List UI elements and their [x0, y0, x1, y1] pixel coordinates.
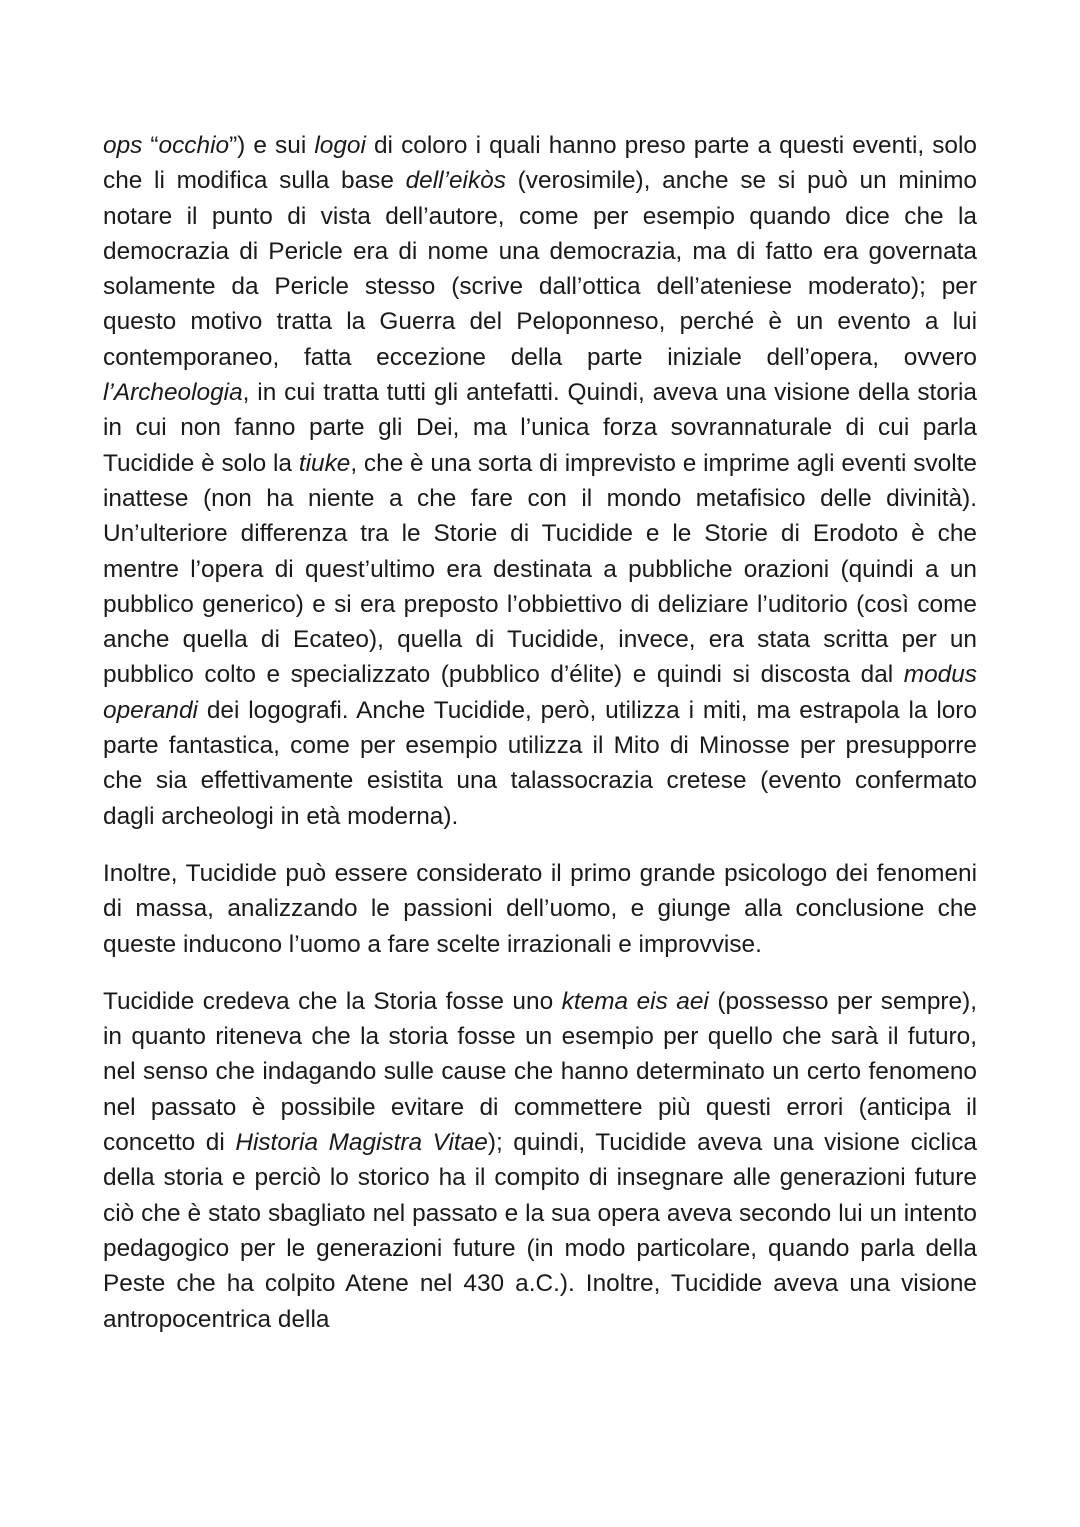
text-run: “ [142, 132, 159, 159]
italic-text: logoi [314, 132, 366, 159]
italic-text: Historia Magistra Vitae [235, 1129, 488, 1157]
italic-text: modus operandi [103, 661, 977, 724]
italic-text: dell’eikòs [405, 167, 506, 195]
paragraph-2 [103, 856, 977, 962]
document-page [103, 128, 977, 1337]
italic-text: l’Archeologia [103, 379, 243, 407]
italic-text: occhio [158, 132, 230, 159]
text-run: di coloro i quali hanno preso parte a questi eventi, solo che li modifica sulla base [103, 132, 977, 195]
text-run: ”) e sui [229, 132, 315, 159]
paragraph-3 [103, 984, 977, 1337]
paragraph-1 [103, 128, 977, 834]
text-run: (verosimile), anche se si può un minimo notare il punto di vista dell’autore, come per esempio quando dice che la democrazia di Pericle era di nome una democrazia, ma di fatto era governata solamente da Pericle stesso (scrive dall’ottica dell’ateniese moderato); per questo motivo tratta la Guerra del Peloponneso, perché è un evento a lui contemporaneo, fatta eccezione della parte iniziale dell’opera, ovvero [103, 167, 977, 371]
text-run: , in cui tratta tutti gli antefatti. Quindi, aveva una visione della storia in cui non fanno parte gli Dei, ma l’unica forza sovrannaturale di cui parla Tucidide è solo la [103, 379, 977, 477]
text-run: ); quindi, Tucidide aveva una visione ciclica della storia e perciò lo storico ha il compito di insegnare alle generazioni future ciò che è stato sbagliato nel passato e la sua opera aveva secondo lui un intento pedagogico per le generazioni future (in modo particolare, quando parla della Peste che ha colpito Atene nel 430 a.C.). Inoltre, Tucidide aveva una visione antropocentrica della [103, 1129, 977, 1333]
text-run: , che è una sorta di imprevisto e imprime agli eventi svolte inattese (non ha niente a che fare con il mondo metafisico delle divinità). Un’ulteriore differenza tra le Storie di Tucidide e le Storie di Erodoto è che mentre l’opera di quest’ultimo era destinata a pubbliche orazioni (quindi a un pubblico generico) e si era preposto l’obbiettivo di deliziare l’uditorio (così come anche quella di Ecateo), quella di Tucidide, invece, era stata scritta per un pubblico colto e specializzato (pubblico d’élite) e quindi si discosta dal [103, 449, 977, 689]
italic-text: ktema eis aei [561, 987, 709, 1015]
text-run: Inoltre, Tucidide può essere considerato il primo grande psicologo dei fenomeni di massa, analizzando le passioni dell’uomo, e giunge alla conclusione che queste inducono l’uomo a fare scelte irrazionali e improvvise. [103, 859, 977, 958]
text-run: Tucidide credeva che la Storia fosse uno [103, 987, 562, 1015]
italic-text: tiuke [298, 449, 351, 477]
text-run: (possesso per sempre), in quanto riteneva che la storia fosse un esempio per quello che sarà il futuro, nel senso che indagando sulle cause che hanno determinato un certo fenomeno nel passato è possibile evitare di commettere più questi errori (anticipa il concetto di [103, 987, 978, 1157]
italic-text: ops [103, 132, 143, 159]
text-run: dei logografi. Anche Tucidide, però, utilizza i miti, ma estrapola la loro parte fantastica, come per esempio utilizza il Mito di Minosse per presupporre che sia effettivamente esistita una talassocrazia cretese (evento confermato dagli archeologi in età moderna). [103, 696, 977, 830]
